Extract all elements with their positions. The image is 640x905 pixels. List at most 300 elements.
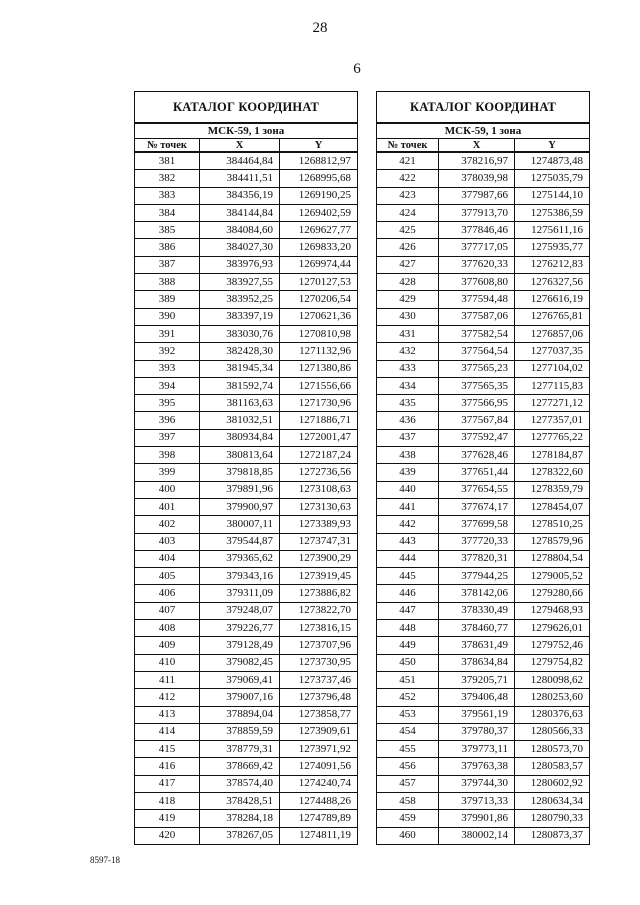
y-coordinate-cell: 1275035,79 — [515, 170, 590, 187]
y-coordinate-cell: 1269833,20 — [280, 239, 358, 256]
y-coordinate-cell: 1279754,82 — [515, 654, 590, 671]
point-number-cell: 458 — [377, 792, 439, 809]
catalog-title: КАТАЛОГ КООРДИНАТ — [377, 92, 590, 124]
y-coordinate-cell: 1276857,06 — [515, 325, 590, 342]
table-row — [377, 187, 590, 204]
table-row — [377, 654, 590, 671]
x-coordinate-cell: 378428,51 — [200, 792, 280, 809]
point-number-cell: 411 — [135, 671, 200, 688]
y-coordinate-cell: 1273389,93 — [280, 516, 358, 533]
point-number-cell: 415 — [135, 741, 200, 758]
x-coordinate-cell: 377565,23 — [439, 360, 515, 377]
x-coordinate-cell: 379007,16 — [200, 689, 280, 706]
y-coordinate-cell: 1273816,15 — [280, 620, 358, 637]
point-number-cell: 435 — [377, 395, 439, 412]
x-coordinate-cell: 378330,49 — [439, 602, 515, 619]
table-row — [377, 775, 590, 792]
point-number-cell: 399 — [135, 464, 200, 481]
point-number-cell: 429 — [377, 291, 439, 308]
x-coordinate-cell: 378634,84 — [439, 654, 515, 671]
y-coordinate-cell: 1270621,36 — [280, 308, 358, 325]
point-number-cell: 436 — [377, 412, 439, 429]
y-coordinate-cell: 1269974,44 — [280, 256, 358, 273]
table-row — [135, 325, 358, 342]
x-coordinate-cell: 377820,31 — [439, 550, 515, 567]
x-coordinate-cell: 381163,63 — [200, 395, 280, 412]
table-row — [377, 325, 590, 342]
point-number-cell: 438 — [377, 447, 439, 464]
table-row — [135, 516, 358, 533]
point-number-cell: 385 — [135, 222, 200, 239]
y-coordinate-cell: 1280873,37 — [515, 827, 590, 844]
table-row — [377, 741, 590, 758]
y-coordinate-cell: 1277357,01 — [515, 412, 590, 429]
point-number-cell: 404 — [135, 550, 200, 567]
table-row — [377, 377, 590, 394]
point-number-cell: 439 — [377, 464, 439, 481]
table-row — [135, 447, 358, 464]
table-row — [135, 429, 358, 446]
x-coordinate-cell: 381592,74 — [200, 377, 280, 394]
y-coordinate-cell: 1280253,60 — [515, 689, 590, 706]
table-row — [135, 291, 358, 308]
y-coordinate-cell: 1278579,96 — [515, 533, 590, 550]
point-number-cell: 407 — [135, 602, 200, 619]
table-row — [377, 671, 590, 688]
table-row — [135, 395, 358, 412]
table-row — [135, 550, 358, 567]
x-coordinate-cell: 377564,54 — [439, 343, 515, 360]
x-coordinate-cell: 377582,54 — [439, 325, 515, 342]
x-coordinate-cell: 378574,40 — [200, 775, 280, 792]
table-row — [135, 637, 358, 654]
x-coordinate-cell: 377651,44 — [439, 464, 515, 481]
x-coordinate-cell: 379900,97 — [200, 498, 280, 515]
catalog-zone: МСК-59, 1 зона — [135, 123, 358, 139]
y-coordinate-cell: 1273707,96 — [280, 637, 358, 654]
table-row — [135, 689, 358, 706]
table-row — [377, 827, 590, 844]
y-coordinate-cell: 1273900,29 — [280, 550, 358, 567]
table-row — [135, 671, 358, 688]
point-number-cell: 444 — [377, 550, 439, 567]
point-number-cell: 460 — [377, 827, 439, 844]
point-number-cell: 419 — [135, 810, 200, 827]
column-header-point: № точек — [377, 139, 439, 153]
x-coordinate-cell: 379818,85 — [200, 464, 280, 481]
x-coordinate-cell: 379713,33 — [439, 792, 515, 809]
point-number-cell: 382 — [135, 170, 200, 187]
point-number-cell: 450 — [377, 654, 439, 671]
point-number-cell: 389 — [135, 291, 200, 308]
catalog-zone: МСК-59, 1 зона — [377, 123, 590, 139]
y-coordinate-cell: 1272001,47 — [280, 429, 358, 446]
point-number-cell: 440 — [377, 481, 439, 498]
x-coordinate-cell: 378779,31 — [200, 741, 280, 758]
table-row — [135, 343, 358, 360]
x-coordinate-cell: 379082,45 — [200, 654, 280, 671]
point-number-cell: 409 — [135, 637, 200, 654]
table-row — [135, 222, 358, 239]
x-coordinate-cell: 377674,17 — [439, 498, 515, 515]
y-coordinate-cell: 1275386,59 — [515, 204, 590, 221]
x-coordinate-cell: 378284,18 — [200, 810, 280, 827]
y-coordinate-cell: 1276212,83 — [515, 256, 590, 273]
y-coordinate-cell: 1275935,77 — [515, 239, 590, 256]
column-header-x: X — [200, 139, 280, 153]
table-row — [135, 585, 358, 602]
y-coordinate-cell: 1271886,71 — [280, 412, 358, 429]
table-row — [377, 533, 590, 550]
x-coordinate-cell: 378631,49 — [439, 637, 515, 654]
x-coordinate-cell: 378894,04 — [200, 706, 280, 723]
x-coordinate-cell: 379311,09 — [200, 585, 280, 602]
x-coordinate-cell: 377587,06 — [439, 308, 515, 325]
point-number-cell: 445 — [377, 568, 439, 585]
x-coordinate-cell: 383952,25 — [200, 291, 280, 308]
table-row — [135, 256, 358, 273]
y-coordinate-cell: 1279752,46 — [515, 637, 590, 654]
table-row — [377, 585, 590, 602]
table-row — [377, 291, 590, 308]
point-number-cell: 420 — [135, 827, 200, 844]
x-coordinate-cell: 380934,84 — [200, 429, 280, 446]
y-coordinate-cell: 1278322,60 — [515, 464, 590, 481]
table-row — [135, 187, 358, 204]
y-coordinate-cell: 1273747,31 — [280, 533, 358, 550]
y-coordinate-cell: 1273730,95 — [280, 654, 358, 671]
table-row — [377, 481, 590, 498]
y-coordinate-cell: 1278510,25 — [515, 516, 590, 533]
y-coordinate-cell: 1274811,19 — [280, 827, 358, 844]
point-number-cell: 437 — [377, 429, 439, 446]
table-row — [377, 170, 590, 187]
table-row — [377, 810, 590, 827]
point-number-cell: 413 — [135, 706, 200, 723]
point-number-cell: 441 — [377, 498, 439, 515]
x-coordinate-cell: 379205,71 — [439, 671, 515, 688]
point-number-cell: 433 — [377, 360, 439, 377]
y-coordinate-cell: 1278184,87 — [515, 447, 590, 464]
table-row — [377, 274, 590, 291]
point-number-cell: 457 — [377, 775, 439, 792]
coordinate-catalog-right — [376, 91, 590, 845]
x-coordinate-cell: 384356,19 — [200, 187, 280, 204]
y-coordinate-cell: 1277271,12 — [515, 395, 590, 412]
table-row — [135, 723, 358, 740]
table-row — [377, 256, 590, 273]
x-coordinate-cell: 381032,51 — [200, 412, 280, 429]
y-coordinate-cell: 1273822,70 — [280, 602, 358, 619]
y-coordinate-cell: 1280573,70 — [515, 741, 590, 758]
table-row — [135, 464, 358, 481]
y-coordinate-cell: 1280566,33 — [515, 723, 590, 740]
table-row — [377, 602, 590, 619]
x-coordinate-cell: 382428,30 — [200, 343, 280, 360]
table-row — [135, 204, 358, 221]
point-number-cell: 412 — [135, 689, 200, 706]
point-number-cell: 406 — [135, 585, 200, 602]
x-coordinate-cell: 383030,76 — [200, 325, 280, 342]
x-coordinate-cell: 377720,33 — [439, 533, 515, 550]
table-row — [135, 170, 358, 187]
point-number-cell: 442 — [377, 516, 439, 533]
table-row — [377, 464, 590, 481]
table-row — [135, 152, 358, 170]
y-coordinate-cell: 1270127,53 — [280, 274, 358, 291]
x-coordinate-cell: 377717,05 — [439, 239, 515, 256]
point-number-cell: 388 — [135, 274, 200, 291]
x-coordinate-cell: 379561,19 — [439, 706, 515, 723]
table-row — [377, 308, 590, 325]
y-coordinate-cell: 1276765,81 — [515, 308, 590, 325]
x-coordinate-cell: 384411,51 — [200, 170, 280, 187]
x-coordinate-cell: 384084,60 — [200, 222, 280, 239]
x-coordinate-cell: 377567,84 — [439, 412, 515, 429]
point-number-cell: 452 — [377, 689, 439, 706]
point-number-cell: 443 — [377, 533, 439, 550]
page-number: 28 — [312, 20, 328, 36]
point-number-cell: 432 — [377, 343, 439, 360]
x-coordinate-cell: 379891,96 — [200, 481, 280, 498]
table-row — [135, 654, 358, 671]
y-coordinate-cell: 1277765,22 — [515, 429, 590, 446]
table-row — [377, 550, 590, 567]
point-number-cell: 427 — [377, 256, 439, 273]
point-number-cell: 408 — [135, 620, 200, 637]
y-coordinate-cell: 1280602,92 — [515, 775, 590, 792]
point-number-cell: 448 — [377, 620, 439, 637]
x-coordinate-cell: 384464,84 — [200, 152, 280, 170]
x-coordinate-cell: 383927,55 — [200, 274, 280, 291]
table-row — [135, 274, 358, 291]
y-coordinate-cell: 1271730,96 — [280, 395, 358, 412]
x-coordinate-cell: 379544,87 — [200, 533, 280, 550]
x-coordinate-cell: 378142,06 — [439, 585, 515, 602]
point-number-cell: 454 — [377, 723, 439, 740]
y-coordinate-cell: 1276327,56 — [515, 274, 590, 291]
x-coordinate-cell: 377654,55 — [439, 481, 515, 498]
point-number-cell: 393 — [135, 360, 200, 377]
y-coordinate-cell: 1280790,33 — [515, 810, 590, 827]
point-number-cell: 434 — [377, 377, 439, 394]
x-coordinate-cell: 378267,05 — [200, 827, 280, 844]
point-number-cell: 390 — [135, 308, 200, 325]
table-row — [135, 360, 358, 377]
x-coordinate-cell: 379365,62 — [200, 550, 280, 567]
y-coordinate-cell: 1268812,97 — [280, 152, 358, 170]
x-coordinate-cell: 379069,41 — [200, 671, 280, 688]
table-row — [377, 516, 590, 533]
y-coordinate-cell: 1273130,63 — [280, 498, 358, 515]
point-number-cell: 431 — [377, 325, 439, 342]
table-row — [377, 222, 590, 239]
document-code: 8597-18 — [90, 855, 120, 865]
point-number-cell: 430 — [377, 308, 439, 325]
y-coordinate-cell: 1269627,77 — [280, 222, 358, 239]
point-number-cell: 456 — [377, 758, 439, 775]
y-coordinate-cell: 1277115,83 — [515, 377, 590, 394]
x-coordinate-cell: 377608,80 — [439, 274, 515, 291]
catalog-rows — [135, 152, 358, 844]
y-coordinate-cell: 1274789,89 — [280, 810, 358, 827]
point-number-cell: 381 — [135, 152, 200, 170]
point-number-cell: 397 — [135, 429, 200, 446]
x-coordinate-cell: 384144,84 — [200, 204, 280, 221]
point-number-cell: 424 — [377, 204, 439, 221]
x-coordinate-cell: 379248,07 — [200, 602, 280, 619]
table-row — [377, 239, 590, 256]
column-header-y: Y — [515, 139, 590, 153]
point-number-cell: 414 — [135, 723, 200, 740]
x-coordinate-cell: 377620,33 — [439, 256, 515, 273]
table-row — [377, 412, 590, 429]
point-number-cell: 402 — [135, 516, 200, 533]
x-coordinate-cell: 383976,93 — [200, 256, 280, 273]
x-coordinate-cell: 379744,30 — [439, 775, 515, 792]
table-row — [377, 620, 590, 637]
table-row — [377, 568, 590, 585]
point-number-cell: 403 — [135, 533, 200, 550]
y-coordinate-cell: 1278359,79 — [515, 481, 590, 498]
y-coordinate-cell: 1279005,52 — [515, 568, 590, 585]
table-row — [377, 204, 590, 221]
x-coordinate-cell: 383397,19 — [200, 308, 280, 325]
x-coordinate-cell: 380007,11 — [200, 516, 280, 533]
x-coordinate-cell: 377594,48 — [439, 291, 515, 308]
y-coordinate-cell: 1277104,02 — [515, 360, 590, 377]
point-number-cell: 453 — [377, 706, 439, 723]
x-coordinate-cell: 377699,58 — [439, 516, 515, 533]
sheet-number: 6 — [353, 61, 361, 77]
point-number-cell: 421 — [377, 152, 439, 170]
x-coordinate-cell: 377944,25 — [439, 568, 515, 585]
catalog-title: КАТАЛОГ КООРДИНАТ — [135, 92, 358, 124]
y-coordinate-cell: 1269190,25 — [280, 187, 358, 204]
x-coordinate-cell: 379773,11 — [439, 741, 515, 758]
x-coordinate-cell: 378669,42 — [200, 758, 280, 775]
y-coordinate-cell: 1274488,26 — [280, 792, 358, 809]
table-row — [377, 689, 590, 706]
table-row — [135, 602, 358, 619]
point-number-cell: 447 — [377, 602, 439, 619]
x-coordinate-cell: 380002,14 — [439, 827, 515, 844]
point-number-cell: 425 — [377, 222, 439, 239]
y-coordinate-cell: 1273971,92 — [280, 741, 358, 758]
table-row — [135, 775, 358, 792]
x-coordinate-cell: 377566,95 — [439, 395, 515, 412]
y-coordinate-cell: 1279280,66 — [515, 585, 590, 602]
y-coordinate-cell: 1275144,10 — [515, 187, 590, 204]
x-coordinate-cell: 378216,97 — [439, 152, 515, 170]
point-number-cell: 396 — [135, 412, 200, 429]
y-coordinate-cell: 1278454,07 — [515, 498, 590, 515]
table-row — [377, 395, 590, 412]
point-number-cell: 426 — [377, 239, 439, 256]
x-coordinate-cell: 379901,86 — [439, 810, 515, 827]
point-number-cell: 387 — [135, 256, 200, 273]
table-row — [377, 498, 590, 515]
table-row — [377, 758, 590, 775]
y-coordinate-cell: 1270206,54 — [280, 291, 358, 308]
point-number-cell: 417 — [135, 775, 200, 792]
y-coordinate-cell: 1278804,54 — [515, 550, 590, 567]
y-coordinate-cell: 1268995,68 — [280, 170, 358, 187]
table-row — [135, 741, 358, 758]
point-number-cell: 405 — [135, 568, 200, 585]
y-coordinate-cell: 1269402,59 — [280, 204, 358, 221]
table-row — [135, 412, 358, 429]
point-number-cell: 384 — [135, 204, 200, 221]
column-header-y: Y — [280, 139, 358, 153]
y-coordinate-cell: 1273919,45 — [280, 568, 358, 585]
x-coordinate-cell: 377987,66 — [439, 187, 515, 204]
point-number-cell: 392 — [135, 343, 200, 360]
point-number-cell: 398 — [135, 447, 200, 464]
coordinate-catalog-left — [134, 91, 358, 845]
y-coordinate-cell: 1272736,56 — [280, 464, 358, 481]
table-row — [135, 481, 358, 498]
x-coordinate-cell: 384027,30 — [200, 239, 280, 256]
table-row — [377, 360, 590, 377]
x-coordinate-cell: 377846,46 — [439, 222, 515, 239]
y-coordinate-cell: 1280583,57 — [515, 758, 590, 775]
x-coordinate-cell: 380813,64 — [200, 447, 280, 464]
y-coordinate-cell: 1274091,56 — [280, 758, 358, 775]
x-coordinate-cell: 379343,16 — [200, 568, 280, 585]
column-header-x: X — [439, 139, 515, 153]
point-number-cell: 395 — [135, 395, 200, 412]
x-coordinate-cell: 377628,46 — [439, 447, 515, 464]
x-coordinate-cell: 377565,35 — [439, 377, 515, 394]
y-coordinate-cell: 1277037,35 — [515, 343, 590, 360]
point-number-cell: 391 — [135, 325, 200, 342]
point-number-cell: 386 — [135, 239, 200, 256]
y-coordinate-cell: 1272187,24 — [280, 447, 358, 464]
table-row — [135, 498, 358, 515]
point-number-cell: 455 — [377, 741, 439, 758]
y-coordinate-cell: 1280376,63 — [515, 706, 590, 723]
x-coordinate-cell: 378460,77 — [439, 620, 515, 637]
point-number-cell: 449 — [377, 637, 439, 654]
point-number-cell: 428 — [377, 274, 439, 291]
y-coordinate-cell: 1273858,77 — [280, 706, 358, 723]
point-number-cell: 394 — [135, 377, 200, 394]
column-header-point: № точек — [135, 139, 200, 153]
y-coordinate-cell: 1271380,86 — [280, 360, 358, 377]
y-coordinate-cell: 1273796,48 — [280, 689, 358, 706]
table-row — [135, 792, 358, 809]
y-coordinate-cell: 1273886,82 — [280, 585, 358, 602]
y-coordinate-cell: 1273909,61 — [280, 723, 358, 740]
y-coordinate-cell: 1276616,19 — [515, 291, 590, 308]
point-number-cell: 416 — [135, 758, 200, 775]
point-number-cell: 410 — [135, 654, 200, 671]
y-coordinate-cell: 1274240,74 — [280, 775, 358, 792]
x-coordinate-cell: 378039,98 — [439, 170, 515, 187]
y-coordinate-cell: 1271132,96 — [280, 343, 358, 360]
catalog-rows — [377, 152, 590, 844]
table-row — [135, 377, 358, 394]
table-row — [377, 447, 590, 464]
x-coordinate-cell: 379128,49 — [200, 637, 280, 654]
table-row — [377, 706, 590, 723]
x-coordinate-cell: 381945,34 — [200, 360, 280, 377]
x-coordinate-cell: 377592,47 — [439, 429, 515, 446]
point-number-cell: 459 — [377, 810, 439, 827]
point-number-cell: 400 — [135, 481, 200, 498]
y-coordinate-cell: 1280098,62 — [515, 671, 590, 688]
